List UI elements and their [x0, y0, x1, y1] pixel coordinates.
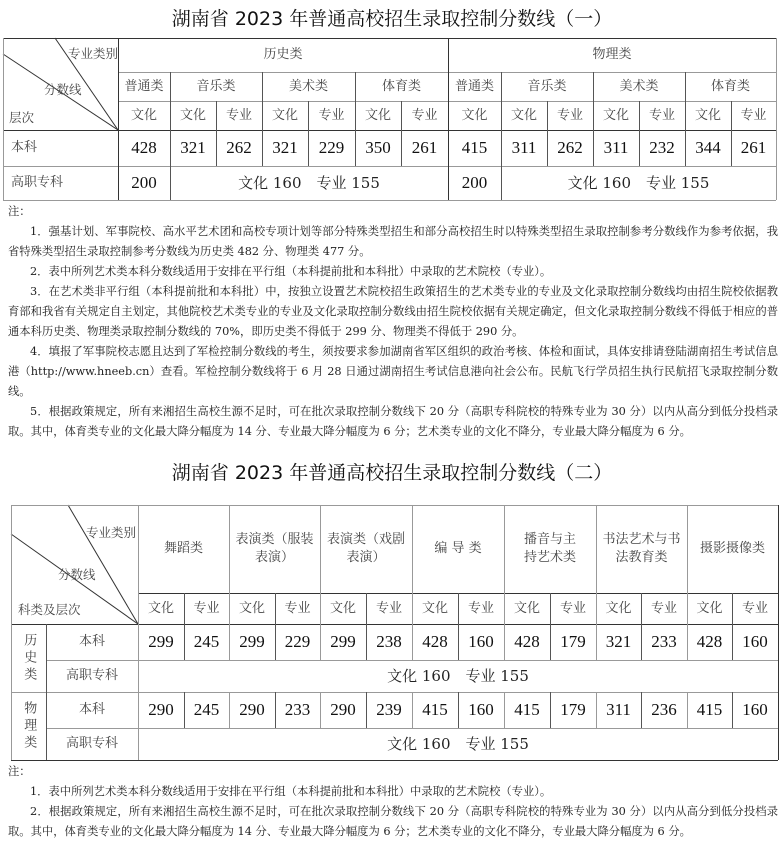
group-header: 物理类 — [592, 47, 632, 63]
merged-score-cell: 文化 160 专业 155 — [387, 666, 529, 685]
corner-label-score: 分数线 — [44, 82, 82, 97]
sub-header: 专业 — [467, 600, 494, 616]
score-cell: 321 — [180, 137, 206, 157]
table-rule — [229, 692, 230, 728]
sub-header: 专业 — [411, 107, 438, 123]
corner-label-category: 专业类别 — [86, 525, 137, 540]
row-label-gaozhi: 高职专科 — [11, 175, 64, 191]
table-rule — [229, 505, 230, 624]
score-cell: 415 — [461, 137, 488, 157]
score-cell: 428 — [422, 631, 448, 651]
table-rule — [504, 692, 505, 728]
sub-header: 文化 — [461, 107, 488, 123]
table-rule — [550, 692, 551, 728]
note-2: 2．根据政策规定，所有来湘招生高校生源不足时，可在批次录取控制分数线下 20 分（高职专科院校的特殊专业为 30 分）以内从高分到低分投档录取。其中，体育类专业的文化最大降分幅度为 14 分、专业最大降分幅度为 6 分；艺术类专业的文化不降分，专业最大降分幅度为 6 分。 — [8, 805, 778, 838]
sub-header: 专业 — [284, 600, 311, 616]
corner-label-category: 专业类别 — [68, 46, 119, 61]
table-rule — [320, 692, 321, 728]
score-cell: 200 — [461, 172, 488, 192]
score-cell: 261 — [740, 137, 767, 157]
group-header: 历史类 — [263, 47, 303, 63]
score-cell: 239 — [376, 699, 402, 719]
sub-header: 文化 — [510, 107, 537, 123]
score-cell: 344 — [695, 137, 721, 157]
table2-notes — [8, 762, 778, 842]
category-header-line: 表演类（服装 — [235, 532, 314, 548]
category-header — [412, 505, 504, 593]
sub-header: 文化 — [130, 107, 157, 123]
row-label-benke: 本科 — [78, 702, 105, 718]
score-cell: 290 — [148, 699, 174, 719]
category-header-line: 编 导 类 — [434, 541, 482, 557]
sub-header: 文化 — [271, 107, 298, 123]
table-rule — [11, 692, 778, 693]
table-rule — [458, 692, 459, 728]
table-rule — [412, 505, 413, 624]
table-rule — [275, 624, 276, 660]
table-rule — [550, 624, 551, 660]
score-cell: 229 — [284, 631, 311, 651]
sub-header: 专业 — [650, 600, 677, 616]
sub-header: 文化 — [602, 107, 629, 123]
table-rule — [229, 624, 230, 660]
score-cell: 179 — [560, 699, 586, 719]
table-rule — [320, 624, 321, 660]
table-rule — [504, 624, 505, 660]
sub-header: 专业 — [318, 107, 345, 123]
corner-label-level: 层次 — [9, 110, 35, 125]
category-header: 美术类 — [288, 78, 328, 94]
table2-title: 湖南省 2023 年普通高校招生录取控制分数线（二） — [171, 462, 613, 484]
table-rule — [366, 593, 367, 624]
sub-header: 专业 — [225, 107, 252, 123]
category-header-line: 表演类（戏剧 — [326, 532, 405, 548]
table-rule — [504, 505, 505, 624]
score-cell: 179 — [560, 631, 586, 651]
table-rule — [366, 624, 367, 660]
sub-header: 专业 — [559, 600, 586, 616]
merged-score-cell: 文化 160 专业 155 — [238, 173, 380, 192]
group-label: 历史类 — [21, 632, 37, 684]
table-rule — [46, 660, 778, 661]
score-cell: 261 — [411, 137, 438, 157]
category-header: 美术类 — [619, 78, 659, 94]
table-rule — [458, 593, 459, 624]
merged-score-cell: 文化 160 专业 155 — [387, 734, 529, 753]
score-cell: 232 — [649, 137, 675, 157]
table-rule — [366, 692, 367, 728]
table-rule — [596, 505, 597, 624]
table-rule — [732, 692, 733, 728]
notes-lead: 注： — [8, 205, 31, 218]
table-rule — [458, 624, 459, 660]
corner-label-score: 分数线 — [58, 567, 96, 582]
score-cell: 299 — [148, 631, 174, 651]
table-rule — [687, 624, 688, 660]
table-rule — [732, 593, 733, 624]
table-rule — [550, 593, 551, 624]
table-rule — [687, 505, 688, 624]
table-rule — [11, 624, 778, 625]
sub-header: 文化 — [364, 107, 391, 123]
category-header-line: 持艺术类 — [523, 550, 576, 565]
score-cell: 233 — [284, 699, 311, 719]
merged-score-cell: 文化 160 专业 155 — [567, 173, 710, 192]
sub-header: 文化 — [147, 600, 174, 616]
sub-header: 专业 — [193, 600, 220, 616]
category-header — [138, 505, 229, 593]
row-label-benke: 本科 — [11, 140, 38, 156]
table-rule — [641, 624, 642, 660]
sub-header: 文化 — [513, 600, 540, 616]
note-2: 2．表中所列艺术类本科分数线适用于安排在平行组（本科提前批和本科批）中录取的艺术院校（专业）。 — [30, 265, 552, 278]
table-rule — [275, 692, 276, 728]
category-header: 体育类 — [710, 78, 750, 94]
score-cell: 428 — [696, 631, 723, 651]
note-4: 4．填报了军事院校志愿且达到了军检控制分数线的考生，须按要求参加湖南省军区组织的政治考核、体检和面试，具体安排请登陆湖南招生考试信息港（http://www.hneeb.cn）查看。军检控制分数线将于 6 月 28 日通过湖南招生考试信息港向社会公布。民航飞行学员招生执行民航招飞录取控制分数线。 — [8, 345, 778, 398]
score-cell: 311 — [606, 699, 631, 719]
sub-header: 专业 — [556, 107, 583, 123]
category-header-line: 书法艺术与书 — [602, 532, 681, 548]
table-rule — [11, 505, 12, 760]
score-cell: 233 — [651, 631, 677, 651]
category-header-line: 法教育类 — [615, 550, 668, 565]
sub-header: 文化 — [696, 600, 723, 616]
row-label-benke: 本科 — [78, 634, 105, 650]
category-header: 普通类 — [454, 78, 494, 94]
table1-title: 湖南省 2023 年普通高校招生录取控制分数线（一） — [171, 8, 613, 30]
row-label-gaozhi: 高职专科 — [65, 668, 118, 684]
category-header — [229, 505, 320, 593]
score-cell: 245 — [193, 631, 220, 651]
category-header: 体育类 — [381, 78, 421, 94]
category-header-line: 播音与主 — [523, 532, 576, 548]
score-cell: 262 — [226, 137, 252, 157]
table-rule — [184, 692, 185, 728]
note-3: 3．在艺术类非平行组（本科提前批和本科批）中，按独立设置艺术院校招生政策招生的艺术类专业的专业及文化录取控制分数线均由招生院校依据教育部和我省有关规定自主划定，其他院校艺术类专业的专业及文化录取控制分数线由招生院校依据有关规定确定，但文化录取控制分数线不得低于相应的普通本科历史类、物理类录取控制分数线的 70%，即历史类不得低于 299 分、物理类不得低于 290 分。 — [8, 285, 778, 338]
score-cell: 299 — [330, 631, 356, 651]
table-rule — [184, 624, 185, 660]
category-header-line: 摄影摄像类 — [699, 541, 765, 557]
score-cell: 415 — [514, 699, 540, 719]
category-header: 普通类 — [124, 78, 164, 94]
table-rule — [275, 593, 276, 624]
score-cell: 415 — [696, 699, 723, 719]
score-cell: 245 — [193, 699, 220, 719]
score-cell: 428 — [131, 137, 157, 157]
table-rule — [11, 760, 778, 761]
sub-header: 专业 — [741, 600, 768, 616]
score-cell: 321 — [605, 631, 632, 651]
score-cell: 160 — [468, 699, 494, 719]
sub-header: 文化 — [238, 600, 265, 616]
category-header: 音乐类 — [196, 78, 236, 94]
score-cell: 160 — [468, 631, 494, 651]
category-header-line: 表演） — [254, 550, 294, 565]
score-cell: 200 — [131, 172, 157, 192]
sub-header: 专业 — [375, 600, 402, 616]
table-rule — [596, 624, 597, 660]
table-rule — [46, 624, 47, 760]
score-cell: 311 — [603, 137, 629, 157]
category-header — [687, 505, 778, 593]
note-5: 5．根据政策规定，所有来湘招生高校生源不足时，可在批次录取控制分数线下 20 分（高职专科院校的特殊专业为 30 分）以内从高分到低分投档录取。其中，体育类专业的文化最大降分幅度为 14 分、专业最大降分幅度为 6 分；艺术类专业的文化不降分，专业最大降分幅度为 6 分。 — [8, 405, 778, 438]
score-cell: 160 — [742, 699, 768, 719]
table-rule — [46, 728, 778, 729]
sub-header: 专业 — [648, 107, 675, 123]
table-rule — [184, 593, 185, 624]
category-header-line: 表演） — [346, 550, 386, 565]
table-rule — [641, 692, 642, 728]
table-rule — [641, 593, 642, 624]
table-rule — [687, 692, 688, 728]
score-cell: 290 — [239, 699, 265, 719]
table-rule — [732, 624, 733, 660]
group-label: 物理类 — [21, 700, 37, 752]
score-cell: 311 — [511, 137, 537, 157]
sub-header: 文化 — [694, 107, 721, 123]
table-rule — [596, 692, 597, 728]
score-cell: 321 — [272, 137, 298, 157]
sub-header: 专业 — [740, 107, 767, 123]
note-1: 1．表中所列艺术类本科分数线适用于安排在平行组（本科提前批和本科批）中录取的艺术院校（专业）。 — [30, 785, 552, 798]
row-label-gaozhi: 高职专科 — [65, 736, 118, 752]
score-cell: 160 — [742, 631, 768, 651]
note-1: 1．强基计划、军事院校、高水平艺术团和高校专项计划等部分特殊类型招生和部分高校招生时以特殊类型招生录取控制参考分数线作为参考依据，我省特殊类型招生录取控制参考分数线为历史类 482 分、物理类 477 分。 — [8, 225, 778, 258]
score-cell: 229 — [318, 137, 345, 157]
score-cell: 299 — [239, 631, 265, 651]
sub-header: 文化 — [605, 600, 632, 616]
table-rule — [11, 505, 778, 506]
sub-header: 文化 — [179, 107, 206, 123]
sub-header: 文化 — [329, 600, 356, 616]
score-cell: 415 — [422, 699, 448, 719]
category-header: 音乐类 — [527, 78, 567, 94]
score-cell: 428 — [514, 631, 540, 651]
score-cell: 350 — [365, 137, 391, 157]
score-cell: 236 — [651, 699, 677, 719]
table-rule — [412, 692, 413, 728]
table-rule — [778, 505, 779, 760]
category-header — [504, 505, 596, 593]
score-cell: 238 — [376, 631, 402, 651]
score-cell: 262 — [557, 137, 583, 157]
category-header-line: 舞蹈类 — [163, 541, 203, 557]
table-rule — [138, 505, 139, 760]
notes-lead: 注： — [8, 765, 31, 778]
category-header — [320, 505, 412, 593]
corner-label-level: 科类及层次 — [18, 602, 81, 617]
table-rule — [412, 624, 413, 660]
table-rule — [320, 505, 321, 624]
score-cell: 290 — [330, 699, 356, 719]
sub-header: 文化 — [421, 600, 448, 616]
category-header — [596, 505, 687, 593]
